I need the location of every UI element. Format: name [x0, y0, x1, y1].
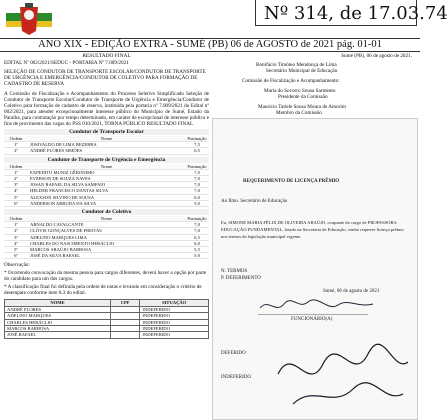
scan-signature-label: FUNCIONÁRIO(A)	[291, 317, 333, 322]
table-row: 5º MARCOS ARAÚJO BARBOSA 5,5	[4, 247, 209, 253]
scan-title: REQUERIMENTO DE LICENÇA PRÊMIO	[243, 179, 340, 184]
scan-closing-1: N. TERMOS	[221, 269, 248, 274]
handwritten-initials-icon	[273, 334, 413, 414]
table-row: JOSÉ RAFAEL INDEFERIDO	[5, 332, 209, 338]
table-row: 6º ANDERSON ARRUDA DA SILVA 5,0	[4, 200, 209, 206]
results-table-urgencia: Ordem Nome Pontuação 1º EXPEDITO MUNIZ GÊRONIMO 7,0 2º EVERSON DE SOUZA NAVES 7,0 3º JOSAN RAFAEL DA SILVA SAMPAIO 7,0 4º HELDER FRANCISCO DANTAS SILVA 7,0 5º ALEXSON SILVINO DE SOUSA 6,0 6º ANDERSON ARRUDA DA SILVA 5,0	[4, 164, 209, 207]
scan-closing-2: P. DEFERIMENTO	[221, 276, 261, 281]
table-row: MARCOS BARBOSA INDEFERIDO	[5, 326, 209, 332]
scan-deferido: DEFERIDO	[221, 351, 246, 356]
col-name: Nome	[28, 136, 185, 142]
signatory-name: Maurício Tatiele Sousa Moura de Amorim	[258, 104, 346, 110]
table-row: 4º HELDER FRANCISCO DANTAS SILVA 7,0	[4, 188, 209, 194]
edition-number: Nº 314, de 17.03.74	[264, 3, 448, 24]
signatory-name: Maria do Socorro Sousa Sarmento	[264, 88, 336, 94]
table-row: 5º ALEXSON SILVINO DE SOUSA 6,0	[4, 194, 209, 200]
scan-addressee: Ao Ilmo. Secretário de Educação	[221, 199, 288, 204]
table-row: 6º JOSÉ DA SILVA RAFAEL 5,0	[4, 253, 209, 259]
observation-note-2: * A classificação final foi definida pela ordem de notas e levando em consideração o critério de desempate conforme item 8.3 do edital.	[4, 284, 202, 297]
observation-note-1: * Ocorrendo convocação da mesma pessoa para cargos diferentes, deverá haver a opção por parte do candidato para um dos cargos.	[4, 270, 207, 283]
edition-banner: ANO XIX - EDIÇÃO EXTRA - SUMÉ (PB) 06 de AGOSTO de 2021 pág. 01-01	[0, 38, 420, 52]
signatory-name: Bonifácio Timóteo Mendonça de Lima	[256, 62, 337, 68]
table-row: ANDRÉ FLORES INDEFERIDO	[5, 306, 209, 312]
handwritten-signature-icon	[258, 296, 378, 316]
table-row: CHARLES HERÁCLIO INDEFERIDO	[5, 319, 209, 325]
selection-subject: SELEÇÃO DE CONDUTOR DE TRANSPORTE ESCOLAR/CONDUTOR DE TRANSPORTE DE URGÊNCIA E EMERGÊNCIA/CONDUTOR DE COLETIVO PARA FORMAÇÃO DE CADASTRO DE RESERVA	[4, 69, 206, 87]
left-column	[4, 53, 209, 420]
section-title-coletivo: Condutor de Coletivo	[4, 209, 209, 215]
results-table-escolar	[4, 136, 209, 155]
commission-heading: Comissão de Fiscalização e Acompanhamento:	[242, 78, 340, 84]
table-row: 3º JOSAN RAFAEL DA SILVA SAMPAIO 7,0	[4, 182, 209, 188]
signatory-role: Membro da Comissão	[276, 110, 322, 116]
scan-date: Sumé, 06 de agosto de 2021	[323, 289, 380, 294]
table-row: 1º EXPEDITO MUNIZ GÊRONIMO 7,0	[4, 169, 209, 175]
municipal-coat-of-arms-icon	[6, 1, 52, 35]
results-table-coletivo: Ordem Nome Pontuação 1º ARNALDO CAVALCANTE 7,0 2º CLÓVIS GONÇALVES DE FREITAS 7,0 3º ADELINO MARQUES LIMA 6,5 4º CHARLES DO NASCIMENTO HERÁCLIO 6,0 5º MARCOS ARAÚJO BARBOSA 5,5 6º JOSÉ DA SILVA RAFAEL 5,0	[4, 216, 209, 259]
scan-indeferido: INDEFERIDO	[221, 375, 251, 380]
result-tag: RESULTADO FINAL	[82, 53, 131, 59]
scanned-request-document	[212, 118, 418, 420]
place-date: Sumé (PB), 06 de agosto de 2021.	[341, 53, 412, 59]
observation-label: Observação:	[4, 262, 30, 269]
section-title-escolar: Condutor de Transporte Escolar	[4, 129, 209, 135]
body-paragraph: A Comissão de Fiscalização e Acompanhamento do Processo Seletivo Simplificado Seleção de Condutor de Transporte Escolar/Condutor de Transporte de Urgência e Emergência/Condutor de Coletivo para formação de cadastro de reserva, instituída pela portaria nº 7.009/2021 do Edital nº 002/2021, para atender excepcionalmente interesse público do Município de Sumé, Estado da Paraíba, para contratação por tempo determinado, em caráter de excepcional de interesse público e fins de provimento das vagas do PSS 010/2021, TORNA PÚBLICO RESULTADO FINAL	[4, 91, 209, 127]
table-row: 4º CHARLES DO NASCIMENTO HERÁCLIO 6,0	[4, 240, 209, 246]
table-row: 2º EVERSON DE SOUZA NAVES 7,0	[4, 176, 209, 182]
table-row: 2º CLÓVIS GONÇALVES DE FREITAS 7,0	[4, 228, 209, 234]
documents-table: NOME CPF SITUAÇÃO ANDRÉ FLORES INDEFERIDO ADELINO MARQUES INDEFERIDO CHARLES HERÁCLIO INDEFERIDO MARCOS BARBOSA INDEFERIDO JOSÉ RAFAEL INDEFERIDO	[4, 299, 209, 338]
table-row: ADELINO MARQUES INDEFERIDO	[5, 313, 209, 319]
col-order: Ordem	[4, 136, 28, 142]
newspaper-header	[0, 0, 448, 36]
signatory-role: Secretário Municipal de Educação	[266, 68, 338, 74]
table-row: 3º ADELINO MARQUES LIMA 6,5	[4, 234, 209, 240]
col-score: Pontuação	[185, 136, 209, 142]
scan-paragraph: Eu, SIMONE MARIA FÉLIX DE OLIVEIRA ARAÚJO, ocupante do cargo de PROFESSORA EDUCAÇÃO FUNDAMENTAL, lotado na Secretaria de Educação, venho requerer licença prêmio nos termos da legislação municipal vigente.	[221, 220, 404, 239]
signatory-role: Presidente da Comissão	[278, 94, 328, 100]
table-row: 1º ARNALDO CAVALCANTE 7,0	[4, 222, 209, 228]
edital-line: EDITAL Nº 002/2021/SEDUC - PORTARIA Nº 7.009/2021	[4, 60, 129, 66]
table-row: 2º ANDRÉ FLORES SIMÕES 6,5	[4, 148, 209, 154]
section-title-urgencia: Condutor de Transporte de Urgência e Emergência	[4, 157, 209, 163]
table-row: 1º JOSIVALDO DE LIMA BEZERRA 7,5	[4, 142, 209, 148]
edition-number-box	[255, 0, 448, 26]
